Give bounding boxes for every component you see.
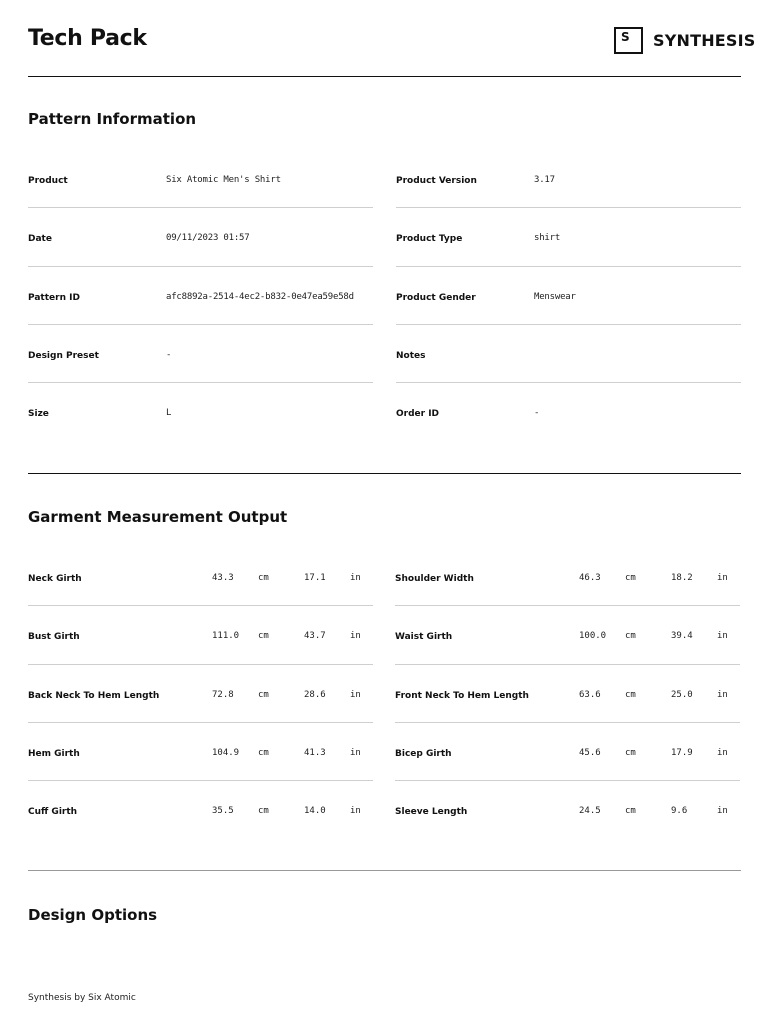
- cm-unit: cm: [258, 806, 269, 817]
- measurement-in-value: 17.9: [671, 747, 693, 758]
- measurement-in-value: 43.7: [304, 631, 326, 642]
- info-row-product-gender: [396, 267, 741, 325]
- page-title: Tech Pack: [28, 26, 147, 51]
- logo-letter: S: [621, 30, 630, 44]
- measurement-cm-value: 104.9: [212, 747, 240, 758]
- measurement-in-value: 25.0: [671, 689, 693, 700]
- measurement-cm-value: 111.0: [212, 631, 240, 642]
- pattern-info-right-column: [396, 150, 741, 441]
- info-value: Menswear: [534, 291, 576, 302]
- measurement-label: Cuff Girth: [28, 807, 78, 818]
- info-row-product-version: [396, 150, 741, 208]
- measurement-in-value: 28.6: [304, 689, 326, 700]
- info-label: Order ID: [396, 409, 440, 420]
- measurement-row: [28, 665, 373, 723]
- measurement-cm-value: 43.3: [212, 573, 234, 583]
- pattern-info-divider: [28, 473, 741, 474]
- measurement-label: Front Neck To Hem Length: [395, 690, 529, 701]
- info-label: Size: [28, 409, 49, 420]
- info-label: Product: [28, 176, 68, 186]
- measurement-label: Back Neck To Hem Length: [28, 690, 160, 701]
- info-row-order-id: [396, 383, 741, 441]
- measurement-row: [28, 723, 373, 781]
- in-unit: in: [717, 689, 728, 700]
- measurement-label: Shoulder Width: [395, 574, 474, 584]
- measurement-row: [28, 781, 373, 839]
- in-unit: in: [350, 573, 361, 583]
- info-value: 09/11/2023 01:57: [166, 233, 250, 244]
- info-row-notes: [396, 325, 741, 383]
- in-unit: in: [717, 747, 728, 758]
- design-options-title: Design Options: [28, 906, 158, 924]
- info-label: Design Preset: [28, 350, 99, 361]
- measurement-row: [395, 665, 740, 723]
- info-label: Product Version: [396, 176, 477, 186]
- measurement-in-value: 18.2: [671, 573, 693, 583]
- in-unit: in: [717, 806, 728, 817]
- logo-mark-icon: [614, 27, 643, 54]
- info-row-pattern-id: [28, 267, 373, 325]
- cm-unit: cm: [625, 631, 636, 642]
- info-value: shirt: [534, 233, 561, 244]
- info-value: 3.17: [534, 175, 555, 185]
- in-unit: in: [350, 689, 361, 700]
- in-unit: in: [350, 806, 361, 817]
- info-label: Product Gender: [396, 292, 476, 303]
- measurement-cm-value: 45.6: [579, 747, 601, 758]
- info-label: Notes: [396, 350, 426, 361]
- cm-unit: cm: [258, 747, 269, 758]
- measurement-cm-value: 100.0: [579, 631, 607, 642]
- measurement-label: Bicep Girth: [395, 748, 452, 759]
- info-label: Product Type: [396, 234, 463, 245]
- info-value: L: [166, 408, 172, 419]
- measurement-row: [395, 723, 740, 781]
- measurement-cm-value: 35.5: [212, 806, 234, 817]
- in-unit: in: [717, 631, 728, 642]
- measurement-row: [28, 548, 373, 606]
- cm-unit: cm: [258, 573, 269, 583]
- measurement-cm-value: 63.6: [579, 689, 601, 700]
- measurement-in-value: 41.3: [304, 747, 326, 758]
- measurement-cm-value: 46.3: [579, 573, 601, 583]
- pattern-info-title: Pattern Information: [28, 110, 197, 128]
- logo-text: SYNTHESIS: [653, 31, 756, 50]
- footer-text: Synthesis by Six Atomic: [28, 993, 136, 1003]
- measurement-in-value: 17.1: [304, 573, 326, 583]
- measurement-in-value: 14.0: [304, 806, 326, 817]
- measurement-cm-value: 72.8: [212, 689, 234, 700]
- synthesis-logo: [614, 27, 756, 54]
- measurement-label: Hem Girth: [28, 748, 80, 759]
- measurement-left-column: [28, 548, 373, 839]
- info-row-product-type: [396, 208, 741, 266]
- measurement-row: [395, 606, 740, 664]
- measurement-label: Bust Girth: [28, 632, 80, 643]
- measurement-divider: [28, 870, 741, 871]
- info-value: Six Atomic Men's Shirt: [166, 175, 281, 185]
- header-divider: [28, 76, 741, 77]
- pattern-info-left-column: [28, 150, 373, 441]
- cm-unit: cm: [625, 689, 636, 700]
- measurement-label: Waist Girth: [395, 632, 453, 643]
- measurement-in-value: 9.6: [671, 806, 688, 817]
- info-value: afc8892a-2514-4ec2-b832-0e47ea59e58d: [166, 291, 354, 302]
- in-unit: in: [717, 573, 728, 583]
- cm-unit: cm: [625, 747, 636, 758]
- cm-unit: cm: [258, 689, 269, 700]
- measurement-title: Garment Measurement Output: [28, 508, 288, 526]
- measurement-label: Sleeve Length: [395, 807, 468, 818]
- info-row-design-preset: [28, 325, 373, 383]
- info-row-size: [28, 383, 373, 441]
- info-row-product: [28, 150, 373, 208]
- info-value: -: [166, 349, 172, 360]
- in-unit: in: [350, 631, 361, 642]
- measurement-row: [28, 606, 373, 664]
- cm-unit: cm: [625, 573, 636, 583]
- measurement-label: Neck Girth: [28, 574, 82, 584]
- measurement-row: [395, 781, 740, 839]
- measurement-in-value: 39.4: [671, 631, 693, 642]
- cm-unit: cm: [625, 806, 636, 817]
- info-label: Date: [28, 234, 52, 245]
- info-value: -: [534, 408, 540, 419]
- info-row-date: [28, 208, 373, 266]
- info-label: Pattern ID: [28, 292, 80, 303]
- measurement-cm-value: 24.5: [579, 806, 601, 817]
- measurement-right-column: [395, 548, 740, 839]
- cm-unit: cm: [258, 631, 269, 642]
- measurement-row: [395, 548, 740, 606]
- in-unit: in: [350, 747, 361, 758]
